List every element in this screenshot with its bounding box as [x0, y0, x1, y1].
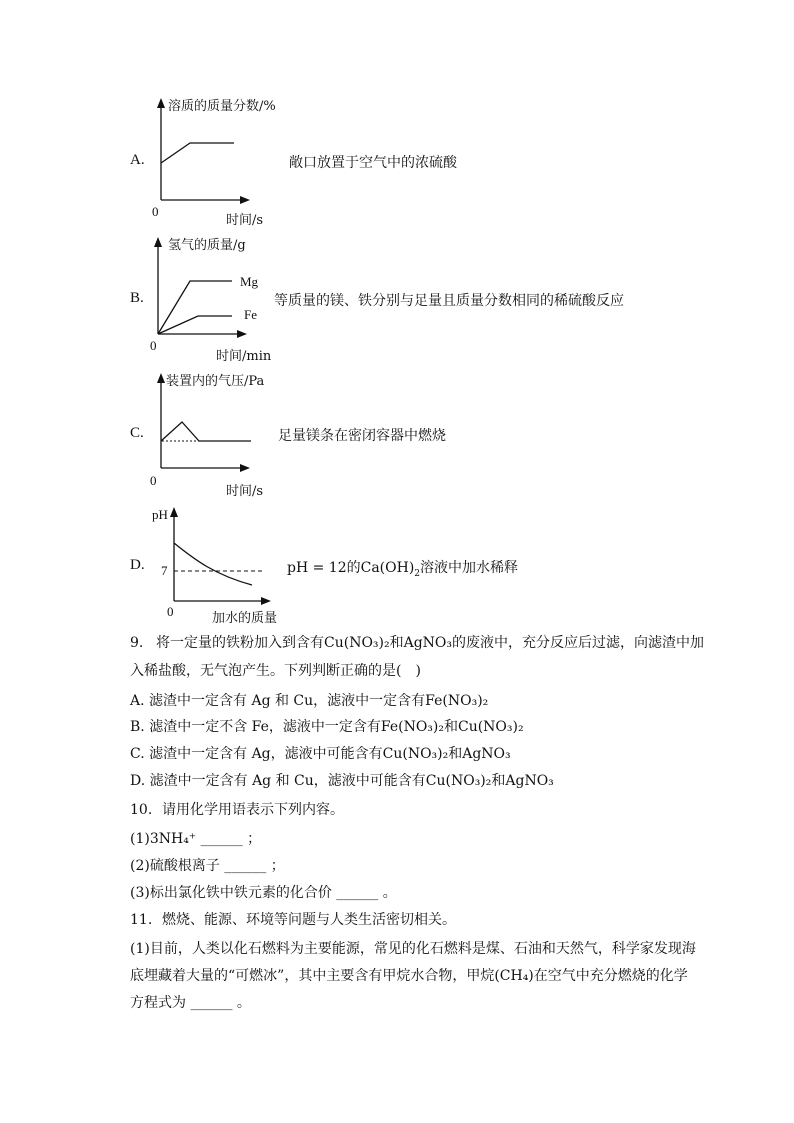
question-9-line1: 将一定量的铁粉加入到含有Cu(NO₃)₂和AgNO₃的废液中，充分反应后过滤，向滤渣中加 [156, 635, 705, 651]
graph-a-origin: 0 [152, 204, 159, 219]
question-9-number: 9. [130, 635, 144, 651]
question-9-option-c: C. 滤渣中一定含有 Ag，滤液中可能含有Cu(NO₃)₂和AgNO₃ [130, 746, 511, 762]
question-9-option-a: A. 滤渣中一定含有 Ag 和 Cu，滤液中一定含有Fe(NO₃)₂ [130, 693, 489, 709]
graph-d-ytick-7: 7 [161, 563, 168, 578]
question-11-stem: 燃烧、能源、环境等问题与人类生活密切相关。 [162, 912, 456, 928]
question-9-option-b: B. 滤渣中一定不含 Fe，滤液中一定含有Fe(NO₃)₂和Cu(NO₃)₂ [130, 719, 524, 735]
graph-b-ylabel: 氢气的质量/g [168, 238, 246, 253]
question-10-stem: 请用化学用语表示下列内容。 [162, 802, 344, 818]
graph-d-ylabel: pH [152, 507, 168, 522]
graph-d-y-arrow [170, 507, 178, 517]
graph-b-origin: 0 [150, 338, 157, 353]
question-11-line-3: 方程式为 ______ 。 [130, 995, 251, 1011]
option-letter-a: A. [130, 152, 145, 168]
graph-b-xlabel: 时间/min [216, 349, 272, 364]
graph-d-x-arrow [261, 597, 271, 605]
question-9-line2: 入稀盐酸，无气泡产生。下列判断正确的是( ) [130, 663, 421, 679]
graph-c-xlabel: 时间/s [226, 484, 264, 499]
question-11-number: 11. [130, 912, 153, 928]
option-letter-c: C. [130, 425, 144, 441]
option-letter-d: D. [130, 557, 145, 573]
graph-d-caption-pre: pH = 12的Ca(OH) [287, 560, 415, 576]
option-letter-b: B. [130, 290, 144, 306]
graph-a-xlabel: 时间/s [226, 213, 264, 228]
graph-b-caption: 等质量的镁、铁分别与足量且质量分数相同的稀硫酸反应 [274, 293, 624, 309]
question-10-item-3: (3)标出氯化铁中铁元素的化合价 ______ 。 [130, 885, 397, 901]
question-11-line-1: (1)目前，人类以化石燃料为主要能源，常见的化石燃料是煤、石油和天然气，科学家发现海 [130, 941, 696, 957]
graph-b-series-mg: Mg [240, 274, 259, 289]
graph-a-caption: 敞口放置于空气中的浓硫酸 [289, 155, 457, 171]
graph-d-curve [174, 543, 252, 585]
graph-d-origin: 0 [167, 604, 174, 619]
graph-d-xlabel: 加水的质量 [212, 611, 278, 626]
graph-c-caption: 足量镁条在密闭容器中燃烧 [278, 428, 446, 444]
question-11-line-2: 底埋藏着大量的“可燃冰”，其中主要含有甲烷水合物，甲烷(CH₄)在空气中充分燃烧的化学 [130, 968, 688, 984]
graph-d-caption [287, 557, 518, 579]
graph-d-caption-post: 溶液中加水稀释 [420, 560, 519, 576]
graph-c-origin: 0 [150, 473, 157, 488]
graph-a-ylabel: 溶质的质量分数/% [168, 99, 276, 114]
question-10-number: 10. [130, 802, 153, 818]
graph-b-series-fe: Fe [244, 307, 257, 322]
graph-c-ylabel: 装置内的气压/Pa [166, 374, 265, 389]
question-10-item-1: (1)3NH₄⁺ ______ ； [130, 831, 262, 847]
question-10-item-2: (2)硫酸根离子 ______ ； [130, 858, 285, 874]
graph-d-caption-sub: 2 [414, 568, 421, 579]
question-9-option-d: D. 滤渣中一定含有 Ag 和 Cu，滤液中可能含有Cu(NO₃)₂和AgNO₃ [130, 773, 554, 789]
